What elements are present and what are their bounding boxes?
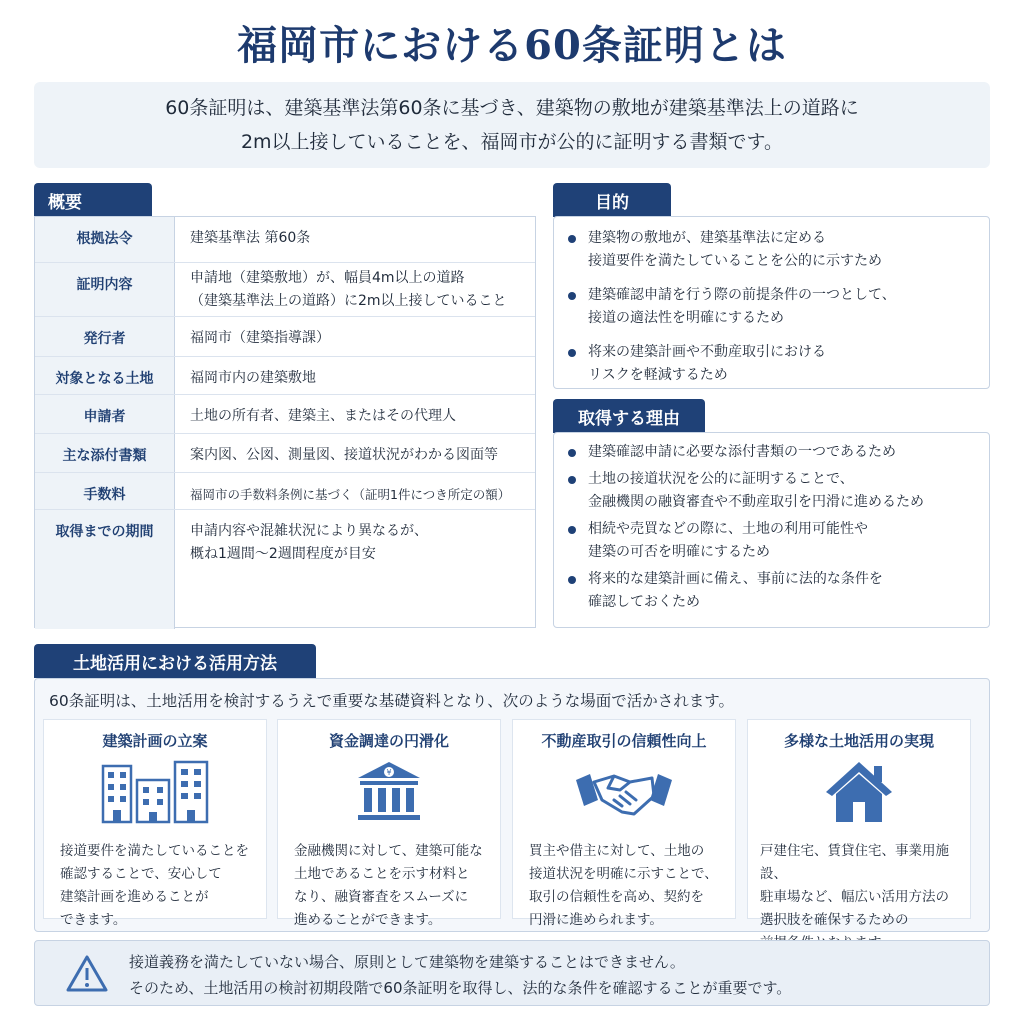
list-item bbox=[568, 227, 983, 273]
warning-line: そのため、土地活用の検討初期段階で60条証明を取得し、法的な条件を確認することが重要です。 bbox=[129, 979, 792, 997]
usage-box bbox=[34, 678, 990, 932]
list-item-line: 将来の建築計画や不動産取引における bbox=[588, 344, 826, 360]
buildings-icon bbox=[95, 760, 215, 830]
card-text bbox=[60, 840, 260, 932]
card-text-line: 戸建住宅、賃貸住宅、事業用施設、 bbox=[760, 843, 949, 882]
row-value-line: 建築基準法 第60条 bbox=[190, 230, 311, 246]
handshake-icon bbox=[574, 760, 674, 830]
row-value bbox=[175, 263, 535, 316]
card-text-line: 進めることができます。 bbox=[294, 912, 442, 928]
card-text-line: なり、融資審査をスムーズに bbox=[294, 889, 469, 905]
table-row bbox=[35, 317, 535, 357]
table-row bbox=[35, 217, 535, 263]
table-row bbox=[35, 434, 535, 473]
card-text-line: 接道状況を明確に示すことで、 bbox=[529, 866, 718, 882]
purpose-box bbox=[553, 216, 990, 389]
list-item bbox=[568, 468, 988, 514]
card-text-line: 取引の信頼性を高め、契約を bbox=[529, 889, 704, 905]
row-value-line: 福岡市内の建築敷地 bbox=[190, 370, 316, 386]
row-value bbox=[175, 473, 535, 509]
list-item-line: 建築物の敷地が、建築基準法に定める bbox=[588, 230, 826, 246]
row-header: 手数料 bbox=[35, 473, 175, 509]
list-item-line: 接道の適法性を明確にするため bbox=[588, 310, 784, 326]
card-text-line: 接道要件を満たしていることを bbox=[60, 843, 249, 859]
warning-text bbox=[129, 949, 791, 1001]
overview-table bbox=[34, 216, 536, 628]
reasons-box bbox=[553, 432, 990, 628]
intro-line-1: 60条証明は、建築基準法第60条に基づき、建築物の敷地が建築基準法上の道路に bbox=[165, 97, 859, 119]
overview-label: 概要 bbox=[34, 183, 152, 217]
card-text bbox=[760, 840, 970, 955]
bullet-icon bbox=[568, 449, 576, 457]
bullet-icon bbox=[568, 526, 576, 534]
bullet-icon bbox=[568, 235, 576, 243]
table-row bbox=[35, 395, 535, 434]
row-header: 根拠法令 bbox=[35, 217, 175, 262]
list-item bbox=[568, 568, 988, 614]
usage-card bbox=[43, 719, 267, 928]
usage-label: 土地活用における活用方法 bbox=[34, 644, 316, 678]
row-value bbox=[175, 357, 535, 394]
card-text bbox=[529, 840, 729, 932]
purpose-label: 目的 bbox=[553, 183, 671, 217]
reasons-list bbox=[568, 441, 988, 614]
row-value-line: 概ね1週間〜2週間程度が目安 bbox=[190, 546, 376, 562]
row-value-line: （建築基準法上の道路）に2m以上接していること bbox=[190, 293, 507, 309]
card-title: 多様な土地活用の実現 bbox=[783, 732, 934, 750]
table-row bbox=[35, 263, 535, 317]
list-item bbox=[568, 284, 983, 330]
list-item-line: 接道要件を満たしていることを公的に示すため bbox=[588, 253, 882, 269]
row-value bbox=[175, 510, 535, 629]
card-text-line: 駐車場など、幅広い活用方法の bbox=[760, 889, 949, 905]
card-text-line: できます。 bbox=[60, 912, 127, 928]
bullet-icon bbox=[568, 292, 576, 300]
purpose-list bbox=[568, 227, 983, 398]
table-row bbox=[35, 357, 535, 395]
row-value-line: 案内図、公図、測量図、接道状況がわかる図面等 bbox=[190, 447, 498, 463]
row-value bbox=[175, 434, 535, 472]
house-icon bbox=[824, 760, 894, 830]
usage-card bbox=[277, 719, 501, 928]
warning-box bbox=[34, 940, 990, 1006]
row-header: 取得までの期間 bbox=[35, 510, 175, 629]
list-item-line: リスクを軽減するため bbox=[588, 367, 728, 383]
row-value-line: 申請内容や混雑状況により異なるが、 bbox=[190, 523, 428, 539]
card-text-line: 金融機関に対して、建築可能な bbox=[294, 843, 483, 859]
list-item-line: 確認しておくため bbox=[588, 594, 700, 610]
intro-box bbox=[34, 82, 990, 168]
card-title: 不動産取引の信頼性向上 bbox=[541, 732, 707, 750]
warning-line: 接道義務を満たしていない場合、原則として建築物を建築することはできません。 bbox=[129, 953, 685, 971]
card-text-line: 建築計画を進めることが bbox=[60, 889, 209, 905]
warning-icon bbox=[65, 954, 109, 998]
card-text-line: 選択肢を確保するための bbox=[760, 912, 909, 928]
card-text-line: 円滑に進められます。 bbox=[529, 912, 663, 928]
card-title: 資金調達の円滑化 bbox=[328, 732, 449, 750]
row-value bbox=[175, 317, 535, 356]
list-item-line: 相続や売買などの際に、土地の利用可能性や bbox=[588, 521, 868, 537]
usage-card bbox=[512, 719, 736, 928]
list-item-line: 将来的な建築計画に備え、事前に法的な条件を bbox=[588, 571, 883, 587]
row-header: 証明内容 bbox=[35, 263, 175, 316]
row-header: 対象となる土地 bbox=[35, 357, 175, 394]
row-value-line: 申請地（建築敷地）が、幅員4m以上の道路 bbox=[190, 270, 465, 286]
list-item-line: 土地の接道状況を公的に証明することで、 bbox=[588, 471, 854, 487]
row-value bbox=[175, 395, 535, 433]
card-text-line: 土地であることを示す材料と bbox=[294, 866, 470, 882]
row-value-line: 福岡市の手数料条例に基づく（証明1件につき所定の額） bbox=[190, 487, 511, 502]
row-header: 発行者 bbox=[35, 317, 175, 356]
bullet-icon bbox=[568, 349, 576, 357]
card-text-line: 買主や借主に対して、土地の bbox=[529, 843, 705, 859]
bullet-icon bbox=[568, 576, 576, 584]
intro-line-2: 2m以上接していることを、福岡市が公的に証明する書類です。 bbox=[240, 131, 784, 153]
list-item-line: 金融機関の融資審査や不動産取引を円滑に進めるため bbox=[588, 494, 924, 510]
card-title: 建築計画の立案 bbox=[102, 732, 208, 750]
bank-icon bbox=[354, 760, 424, 830]
table-row bbox=[35, 473, 535, 510]
list-item bbox=[568, 518, 988, 564]
list-item-line: 建築確認申請に必要な添付書類の一つであるため bbox=[588, 444, 896, 460]
list-item bbox=[568, 341, 983, 387]
card-text-line: 確認することで、安心して bbox=[60, 866, 222, 882]
bullet-icon bbox=[568, 476, 576, 484]
usage-card bbox=[747, 719, 971, 928]
row-header: 主な添付書類 bbox=[35, 434, 175, 472]
row-value bbox=[175, 217, 535, 262]
reasons-label: 取得する理由 bbox=[553, 399, 705, 433]
usage-intro: 60条証明は、土地活用を検討するうえで重要な基礎資料となり、次のような場面で活かされます。 bbox=[49, 692, 734, 710]
page-title: 福岡市における60条証明とは bbox=[237, 22, 787, 69]
table-row bbox=[35, 510, 535, 629]
list-item-line: 建築の可否を明確にするため bbox=[588, 544, 770, 560]
row-value-line: 福岡市（建築指導課） bbox=[190, 330, 330, 346]
list-item-line: 建築確認申請を行う際の前提条件の一つとして、 bbox=[588, 287, 896, 303]
list-item bbox=[568, 441, 988, 464]
row-header: 申請者 bbox=[35, 395, 175, 433]
svg-text:¥: ¥ bbox=[386, 768, 392, 777]
row-value-line: 土地の所有者、建築主、またはその代理人 bbox=[190, 408, 456, 424]
card-text bbox=[294, 840, 494, 932]
